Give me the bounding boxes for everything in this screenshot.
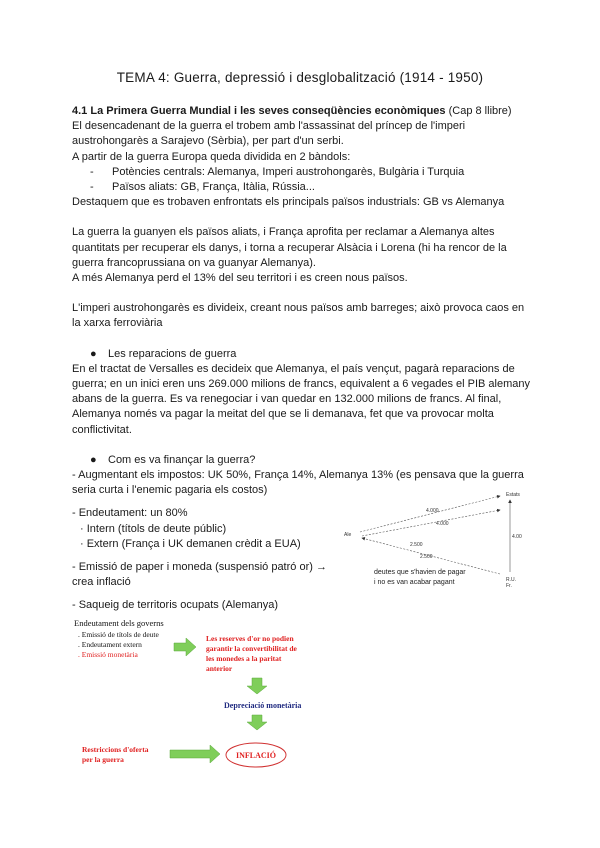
- restriccions-label: Restriccions d'oferta: [82, 745, 149, 754]
- amount-label: 4.000: [426, 508, 439, 514]
- node-bottom-2: Fr.: [506, 583, 512, 589]
- paragraph: · Extern (França i UK demanen crèdit a EUA): [80, 537, 301, 550]
- inflation-flow-diagram: [60, 614, 350, 779]
- diagram-caption: deutes que s'havien de pagar: [374, 569, 466, 576]
- paragraph: A partir de la guerra Europa queda dividida en 2 bàndols:: [72, 150, 351, 163]
- subheading-text: Les reparacions de guerra: [108, 347, 237, 360]
- subheading-text: Com es va finançar la guerra?: [108, 453, 256, 466]
- section-heading-bold: 4.1 La Primera Guerra Mundial i les seves conseqüències econòmiques: [72, 105, 446, 117]
- green-arrow-right: [174, 638, 196, 656]
- paragraph: La guerra la guanyen els països aliats, i França aprofita per reclamar a Alemanya altes quantitats per recuperar els danys, i torna a recuperar Alsàcia i Lorena (hi ha rencor de la guerra francoprussiana on va guanyar Alemanya).: [72, 226, 507, 269]
- left-column: [72, 506, 342, 613]
- paragraph: - Emissió de paper i moneda (suspensió patró or) → crea inflació: [72, 561, 327, 589]
- restriccions-label: per la guerra: [82, 755, 124, 764]
- list-item: - Països aliats: GB, França, Itàlia, Rússia...: [90, 180, 532, 195]
- amount-label: 4.000: [436, 521, 449, 527]
- list-item: - Potències centrals: Alemanya, Imperi austrohongarès, Bulgària i Turquia: [90, 165, 532, 180]
- node-left: Ale: [344, 532, 352, 538]
- paragraph: · Intern (títols de deute públic): [80, 522, 227, 535]
- node-top: Estats: [506, 492, 520, 498]
- node-bottom-1: R.U.: [506, 577, 516, 583]
- section-heading: [72, 104, 532, 119]
- diagram-item: . Emissió de títols de deute: [78, 630, 159, 639]
- diagram-heading: Endeutament dels governs: [74, 618, 164, 628]
- reserves-note: les monedes a la paritat: [206, 654, 282, 663]
- diagram-item: . Emissió monetària: [78, 650, 138, 659]
- amount-label: 2.500: [420, 554, 433, 560]
- reserves-note: anterior: [206, 664, 233, 673]
- bullet-icon: ●: [90, 453, 97, 466]
- amount-label: 4.00: [512, 534, 522, 540]
- reserves-note: Les reserves d'or no podien: [206, 634, 294, 643]
- subheading-reparacions: [72, 347, 532, 362]
- green-arrow-down: [247, 678, 267, 694]
- debt-flow-diagram: [340, 486, 540, 598]
- paragraph: - Endeutament: un 80%: [72, 507, 188, 520]
- paragraph: El desencadenant de la guerra el trobem amb l'assassinat del príncep de l'imperi austrohongarès a Sarajevo (Sèrbia), per part d'un serbi.: [72, 120, 466, 148]
- paragraph: - Augmentant els impostos: UK 50%, França 14%, Alemanya 13% (es pensava que la guerra seria curta i l'enemic pagaria els costos): [72, 469, 524, 497]
- diagram-caption: i no es van acabar pagant: [374, 579, 455, 586]
- paragraph: - Saqueig de territoris ocupats (Alemanya): [72, 599, 279, 612]
- page-title: TEMA 4: Guerra, depressió i desglobalització (1914 - 1950): [116, 70, 484, 85]
- depreciacio-label: Depreciació monetària: [224, 701, 302, 710]
- paragraph: Destaquem que es trobaven enfrontats els principals països industrials: GB vs Alemanya: [72, 196, 505, 209]
- amount-label: 2.500: [410, 542, 423, 548]
- diagram-item: . Endeutament extern: [78, 640, 142, 649]
- paragraph: En el tractat de Versalles es decideix que Alemanya, el país vençut, pagarà reparacions de guerra; en un inici eren uns 269.000 milions de francs, equivalent a 6 vegades el PIB alemany abans de la guerra. Es va renegociar i van quedar en 132.000 milions de francs. Al final, Alemanya només va pagar la meitat del que se li demanava, fet que va provocar molta conflictivitat.: [72, 362, 531, 436]
- paragraph: L'imperi austrohongarès es divideix, creant nous països amb barreges; això provoca caos en la xarxa ferroviària: [72, 302, 525, 330]
- green-arrow-down: [247, 715, 267, 730]
- bands-list: [72, 165, 532, 195]
- section-heading-ref: (Cap 8 llibre): [445, 105, 512, 117]
- bullet-icon: ●: [90, 347, 97, 360]
- paragraph: A més Alemanya perd el 13% del seu territori i es creen nous països.: [72, 272, 408, 285]
- inflacio-label: INFLACIÓ: [235, 751, 277, 760]
- subheading-financament: [72, 453, 532, 468]
- reserves-note: garantir la convertibilitat de: [206, 644, 297, 653]
- green-arrow-right: [170, 745, 220, 763]
